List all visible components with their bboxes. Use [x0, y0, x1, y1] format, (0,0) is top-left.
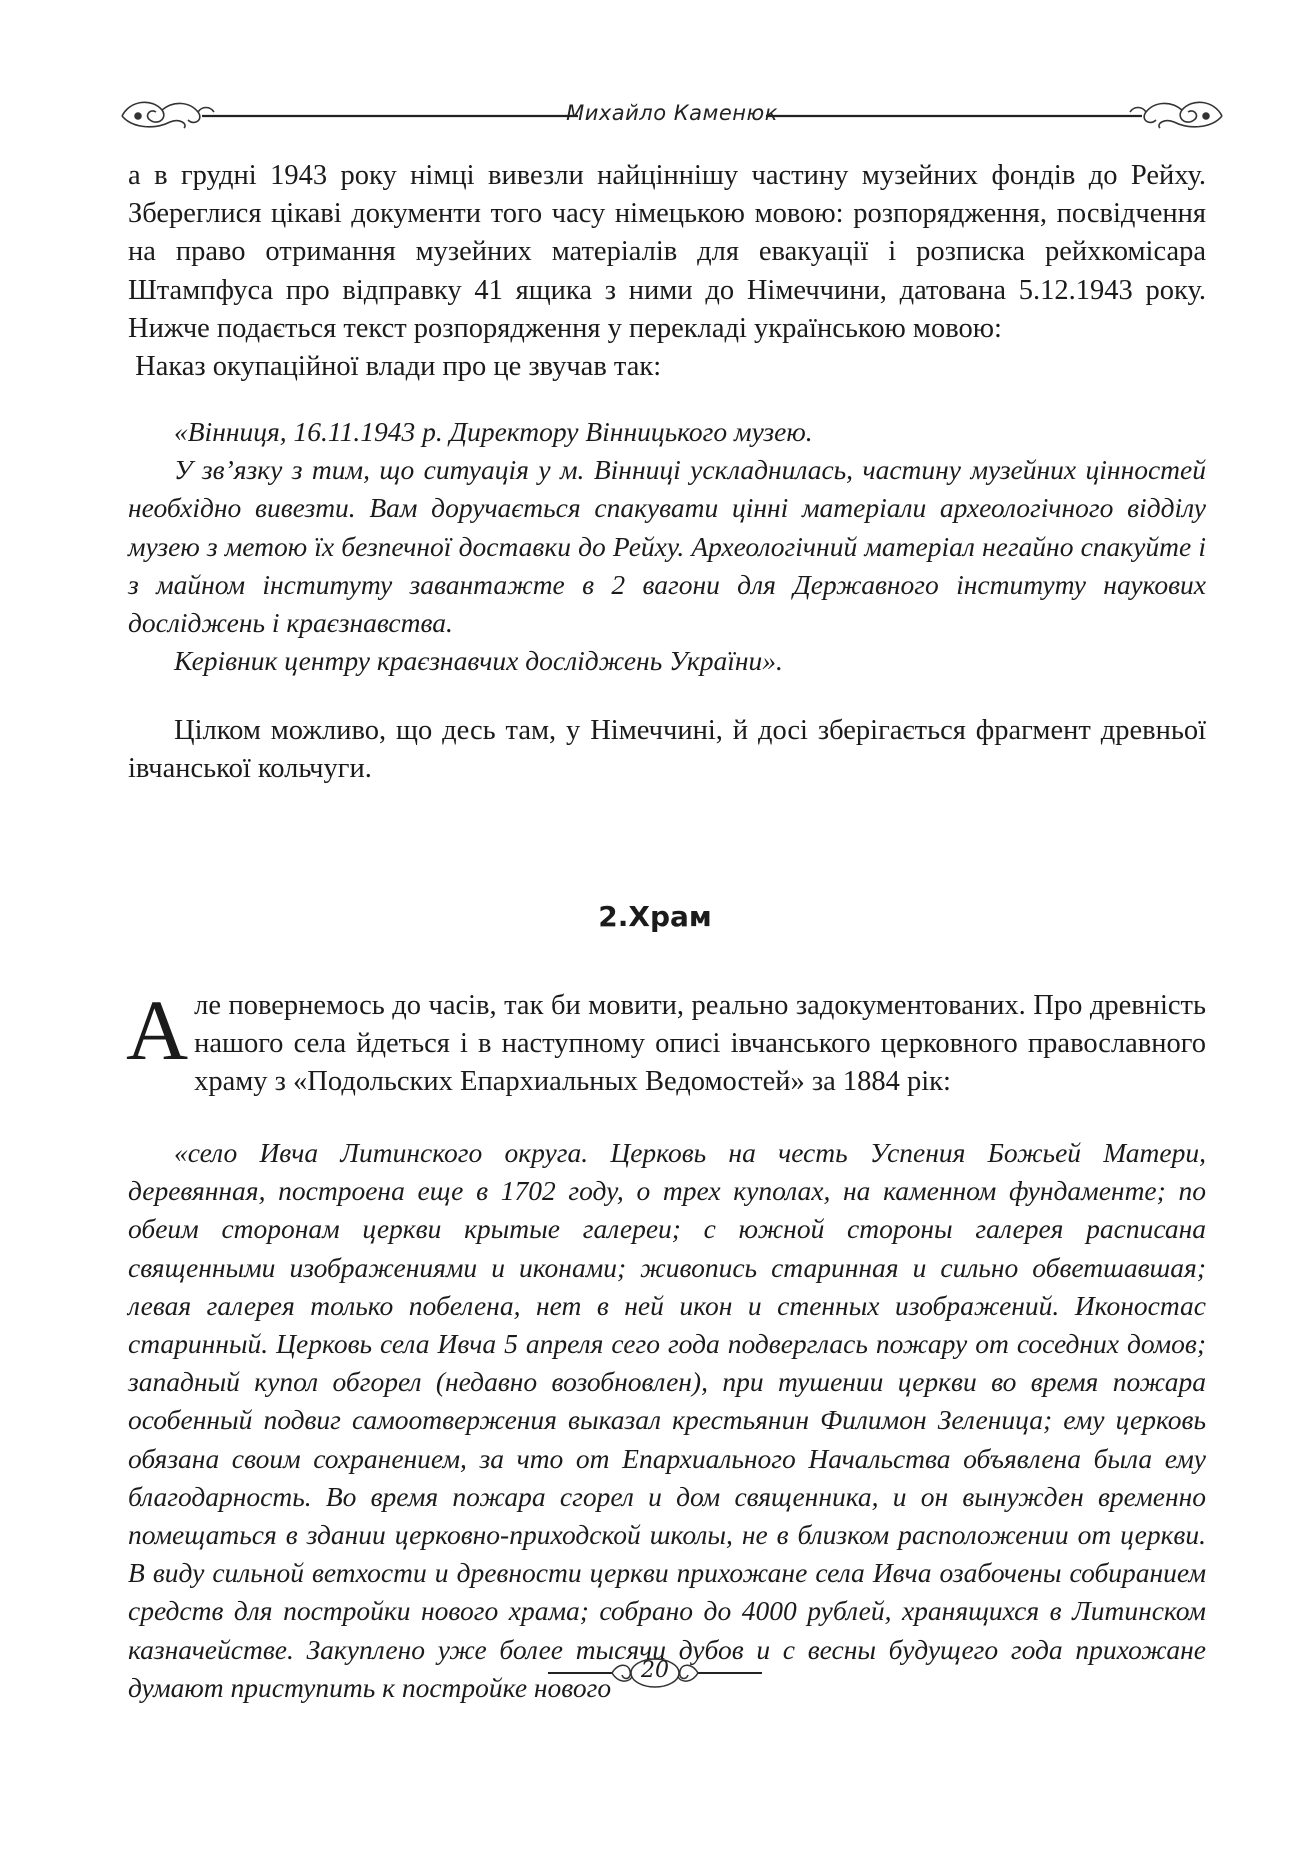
- page-number: 20: [641, 1658, 669, 1683]
- running-header: [118, 92, 1226, 138]
- intro-block: [128, 157, 1206, 386]
- closing-block: [128, 712, 1206, 788]
- closing-paragraph: Цілком можливо, що десь там, у Німеччині, й досі зберігається фрагмент древньої івчанської кольчуги.: [128, 715, 1206, 785]
- order-quote: [128, 413, 1206, 680]
- intro-lead-in: Наказ окупаційної влади про це звучав так:: [128, 351, 662, 383]
- intro-paragraph: а в грудні 1943 року німці вивезли найціннішу частину музейних фондів до Рейху. Збереглися цікаві документи того часу німецькою мовою: розпорядження, посвідчення на право отримання музейних матеріалів для евакуації і розписка рейхкомісара Штампфуса про відправку 41 ящика з ними до Німеччини, датована 5.12.1943 року. Нижче подається текст розпорядження у перекладі українською мовою:: [128, 160, 1206, 344]
- quote-line-1: «Вінниця, 16.11.1943 р. Директору Вінницького музею.: [174, 416, 813, 447]
- drop-cap: А: [126, 982, 189, 1078]
- section-heading: 2.Храм: [598, 900, 712, 933]
- section-body: [126, 982, 1206, 1102]
- church-quote-block: [128, 1134, 1206, 1707]
- running-title: Михайло Каменюк: [566, 101, 778, 125]
- church-quote: «село Ивча Литинского округа. Церковь на честь Успения Божьей Матери, деревянная, построена еще в 1702 году, о трех куполах, на каменном фундаменте; по обеим сторонам церкви крытые галереи; с южной стороны галерея расписана священными изображениями и иконами; живопись старинная и сильно обветшавшая; левая галерея только побелена, нет в ней икон и стенных изображений. Иконостас старинный. Церковь села Ивча 5 апреля сего года подверглась пожару от соседних домов; западный купол обгорел (недавно возобновлен), при тушении церкви во время пожара особенный подвиг самоотвержения выказал крестьянин Филимон Зеленица; ему церковь обязана своим сохранением, за что от Епархиального Начальства объявлена была ему благодарность. Во время пожара сгорел и дом священника, и он вынужден временно помещаться в здании церковно-приходской школы, не в близком расположении от церкви. В виду сильной ветхости и древности церкви прихожане села Ивча озабочены собиранием средств для постройки нового храма; собрано до 4000 рублей, хранящихся в Литинском казначействе. Закуплено уже более тысячи дубов и с весны будущего года прихожане думают приступить к постройке нового: [128, 1137, 1206, 1703]
- quote-line-3: Керівник центру краєзнавчих досліджень України».: [174, 645, 783, 677]
- quote-line-2: У зв’язку з тим, що ситуація у м. Вінниці ускладнилась, частину музейних цінностей необхідно вивезти. Вам доручається спакувати цінні матеріали археологічного відділу музею з метою їх безпечної доставки до Рейху. Археологічний матеріал негайно спакуйте і з майном інституту завантажте в 2 вагони для Державного інституту наукових досліджень і краєзнавства.: [128, 454, 1206, 639]
- section-paragraph: ле повернемось до часів, так би мовити, реально задокументованих. Про древність нашого села йдеться і в наступному описі івчанського церковного православного храму з «Подольских Епархиальных Ведомостей» за 1884 рік:: [194, 990, 1206, 1098]
